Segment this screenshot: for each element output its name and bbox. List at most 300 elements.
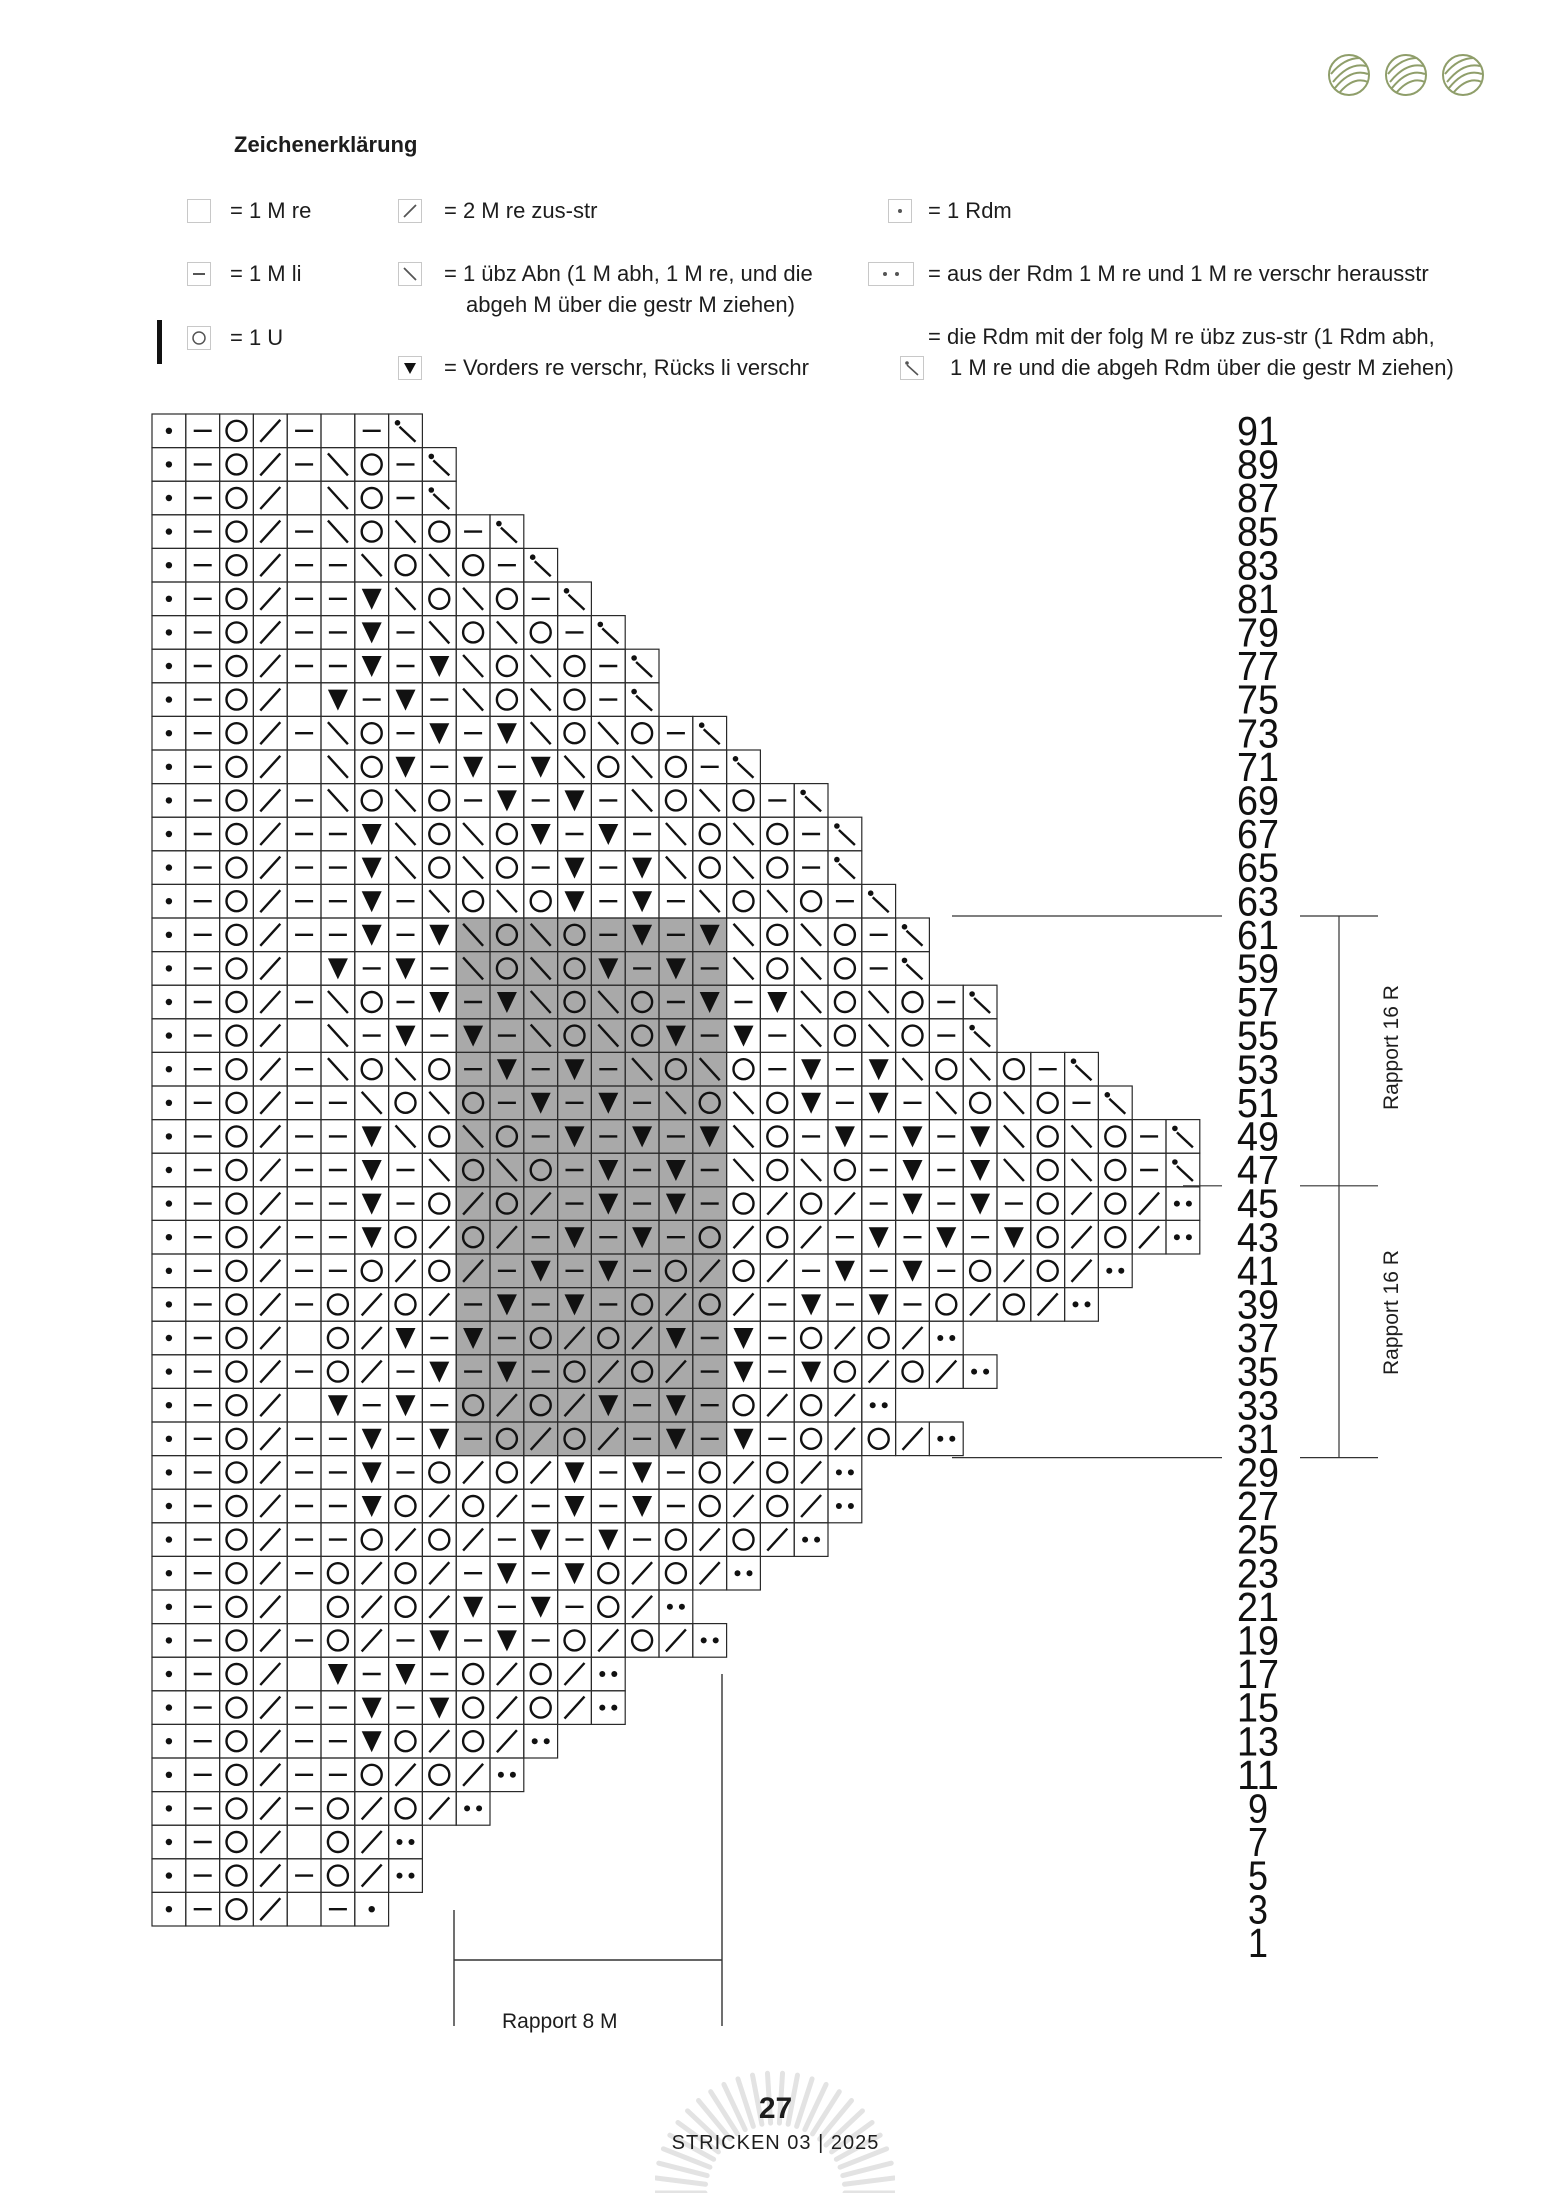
k2tog-stitch [1072,1260,1092,1282]
yarn-over-stitch [734,1395,754,1415]
selvage-increase [397,1839,403,1845]
chart-cell [355,985,389,1019]
yarn-over-stitch [801,1194,821,1214]
selvage-stitch [166,1167,172,1173]
selvage-decrease [839,864,855,879]
k2tog-stitch [260,1327,280,1349]
row-number: 51 [1237,1079,1279,1126]
twisted-stitch [429,656,449,677]
yarn-over-stitch [903,1026,923,1046]
k2tog-stitch [396,1529,416,1551]
twisted-stitch [328,1664,348,1685]
yarn-over-stitch [565,656,585,676]
ssk-stitch [666,823,686,845]
row-number: 37 [1237,1315,1279,1362]
twisted-stitch [362,1126,382,1147]
chart-cell [456,1657,490,1691]
chart-cell [490,851,524,885]
k2tog-stitch [362,1361,382,1383]
ssk-stitch [936,1092,956,1114]
legend-selvage: = 1 Rdm [928,198,1012,223]
chart-cell [220,1657,254,1691]
selvage-stitch [166,1671,172,1677]
row-number: 21 [1237,1583,1279,1630]
ssk-stitch [429,554,449,576]
k2tog-stitch [396,1764,416,1786]
chart-cell [220,1422,254,1456]
selvage-increase [937,1335,943,1341]
ssk-stitch [734,857,754,879]
chart-cell [659,750,693,784]
yarn-over-stitch [362,454,382,474]
k2tog-stitch [260,991,280,1013]
yarn-over-stitch [328,1294,348,1314]
chart-cell [794,1422,828,1456]
ssk-stitch [328,521,348,543]
chart-cell [220,1388,254,1422]
yarn-over-stitch [700,1496,720,1516]
yarn-over-stitch [598,1563,618,1583]
k2tog-stitch [463,1764,483,1786]
selvage-decrease [636,696,652,711]
chart-cell [490,683,524,717]
chart-cell [422,851,456,885]
twisted-stitch [396,1026,416,1047]
yarn-over-stitch [801,1395,821,1415]
chart-cell [422,1523,456,1557]
yarn-over-stitch [531,1698,551,1718]
twisted-stitch [362,1496,382,1517]
chart-cell [287,1892,321,1926]
selvage-stitch [166,864,172,870]
row-number: 83 [1237,542,1279,589]
chart-cell [422,1456,456,1490]
ssk-stitch [429,890,449,912]
k2tog-stitch [260,823,280,845]
yarn-over-stitch [1038,1194,1058,1214]
k2tog-stitch [362,1327,382,1349]
chart-cell [220,884,254,918]
yarn-over-stitch [227,656,247,676]
yarn-over-stitch [227,1496,247,1516]
twisted-stitch [362,622,382,643]
chart-cell [625,716,659,750]
selvage-increase [1186,1201,1192,1207]
yarn-over-stitch [429,824,449,844]
chart-cell [389,1220,423,1254]
selvage-stitch [166,696,172,702]
yarn-over-stitch [429,1194,449,1214]
ssk-stitch [328,756,348,778]
yarn-over-stitch [1004,1059,1024,1079]
chart-cell [422,1052,456,1086]
selvage-stitch [166,1469,172,1475]
yarn-over-stitch [734,891,754,911]
ssk-stitch [429,1159,449,1181]
selvage-stitch [166,1637,172,1643]
twisted-stitch [497,723,517,744]
twisted-stitch [565,891,585,912]
chart-cell [220,1724,254,1758]
yarn-over-stitch [227,925,247,945]
yarn-over-stitch [463,1698,483,1718]
yarn-over-stitch [801,891,821,911]
selvage-stitch [166,1100,172,1106]
row-number: 63 [1237,878,1279,925]
chart-cell [287,1657,321,1691]
k2tog-stitch [260,521,280,543]
yarn-over-stitch [227,1026,247,1046]
yarn-over-stitch [531,622,551,642]
chart-cell [220,414,254,448]
row-number: 65 [1237,844,1279,891]
yarn-over-stitch [497,589,517,609]
selvage-decrease [907,964,923,979]
k2tog-stitch [260,1596,280,1618]
twisted-stitch [632,858,652,879]
selvage-increase [409,1873,415,1879]
chart-cell [456,1691,490,1725]
twisted-stitch [869,1294,889,1315]
twisted-stitch [396,1664,416,1685]
yarn-over-stitch [598,757,618,777]
selvage-increase [1174,1201,1180,1207]
chart-cell [220,1456,254,1490]
chart-cell [1031,1153,1065,1187]
twisted-stitch [734,1026,754,1047]
yarn-over-stitch [227,1328,247,1348]
selvage-increase [667,1604,673,1610]
k2tog-stitch [801,1495,821,1517]
twisted-stitch [903,1160,923,1181]
k2tog-stitch [260,1461,280,1483]
yarn-over-stitch [362,757,382,777]
yarn-over-stitch [835,992,855,1012]
selvage-stitch [166,932,172,938]
yarn-over-stitch [1038,1093,1058,1113]
chart-cell [997,1288,1031,1322]
chart-cell [490,1456,524,1490]
yarn-over-stitch [227,1765,247,1785]
ssk-stitch [598,722,618,744]
selvage-decrease [1109,1099,1125,1114]
yarn-over-stitch [1004,1294,1024,1314]
chart-cell [760,1120,794,1154]
chart-cell [321,1825,355,1859]
chart-cell [220,1489,254,1523]
yarn-over-stitch [632,723,652,743]
chart-cell [321,1355,355,1389]
selvage-decrease [400,427,416,442]
yarn-over-stitch [362,522,382,542]
yarn-over-stitch [700,1462,720,1482]
twisted-stitch [835,1126,855,1147]
selvage-decrease [839,830,855,845]
chart-cell [693,817,727,851]
k2tog-stitch [362,1293,382,1315]
twisted-stitch [598,824,618,845]
chart-cell [287,1590,321,1624]
selvage-decrease [636,662,652,677]
yarn-over-stitch [463,622,483,642]
yarn-over-stitch [970,1093,990,1113]
chart-cell [929,1321,963,1355]
yarn-over-stitch [1105,1227,1125,1247]
k2tog-stitch [936,1361,956,1383]
yarn-over-stitch [767,1160,787,1180]
selvage-increase [949,1335,955,1341]
ssk-stitch [734,1092,754,1114]
legend-selvage-decrease-line2: 1 M re und die abgeh Rdm über die gestr M ziehen) [950,355,1454,380]
twisted-stitch [970,1160,990,1181]
yarn-over-stitch [734,1059,754,1079]
k2tog-stitch [734,1293,754,1315]
chart-cell [794,1523,828,1557]
k2tog-stitch [260,1697,280,1719]
selvage-increase [1174,1234,1180,1240]
twisted-stitch [869,1093,889,1114]
chart-cell [422,817,456,851]
yarn-over-stitch [700,824,720,844]
k2tog-stitch [260,1831,280,1853]
k2tog-stitch [632,1596,652,1618]
twisted-stitch [565,1462,585,1483]
twisted-stitch [970,1126,990,1147]
twisted-stitch [362,824,382,845]
ssk-stitch [1004,1159,1024,1181]
chart-cell [591,750,625,784]
ssk-stitch [869,1025,889,1047]
selvage-stitch [369,1906,375,1912]
twisted-stitch [632,891,652,912]
ssk-stitch [429,1092,449,1114]
k2tog-stitch [1072,1193,1092,1215]
selvage-stitch [166,596,172,602]
chart-cell [997,1052,1031,1086]
yarn-over-stitch [396,1227,416,1247]
selvage-stitch [166,562,172,568]
k2tog-stitch [260,1025,280,1047]
chart-cell [1166,1220,1200,1254]
yarn-over-stitch [565,723,585,743]
yarn-over-stitch [429,1059,449,1079]
twisted-stitch [396,1395,416,1416]
chart-cell [828,918,862,952]
ssk-stitch [429,621,449,643]
ssk-stitch [463,588,483,610]
chart-cell [929,1422,963,1456]
chart-cell [321,1556,355,1590]
chart-cell [490,1758,524,1792]
ssk-stitch [632,756,652,778]
yarn-over-stitch [396,1093,416,1113]
yarn-over-stitch [565,1630,585,1650]
k2tog-stitch [463,1461,483,1483]
k2tog-stitch [497,1697,517,1719]
twisted-stitch [362,1194,382,1215]
yarn-over-stitch [429,1765,449,1785]
yarn-over-stitch [227,1294,247,1314]
twisted-stitch [531,824,551,845]
chart-cell [422,1120,456,1154]
yarn-over-stitch [227,992,247,1012]
twisted-stitch [903,1126,923,1147]
chart-cell [287,1019,321,1053]
ssk-stitch [463,823,483,845]
twisted-stitch [903,1194,923,1215]
row-number: 81 [1237,575,1279,622]
chart-cell [896,985,930,1019]
stitch-repeat-label: Rapport 8 M [502,2010,618,2033]
yarn-over-stitch [429,1126,449,1146]
selvage-stitch [166,1503,172,1509]
chart-cell [220,1523,254,1557]
twisted-stitch [531,757,551,778]
chart-cell [321,1590,355,1624]
selvage-stitch [166,1032,172,1038]
yarn-over-stitch [227,1530,247,1550]
yarn-over-stitch [936,1059,956,1079]
ssk-stitch [396,588,416,610]
twisted-stitch [801,1093,821,1114]
yarn-over-stitch [835,1362,855,1382]
chart-cell [456,1792,490,1826]
k2tog-stitch [429,1226,449,1248]
selvage-increase [1186,1234,1192,1240]
chart-cell [558,649,592,683]
selvage-stitch [166,1805,172,1811]
twisted-stitch [362,1731,382,1752]
selvage-decrease [805,796,821,811]
chart-cell [828,985,862,1019]
chart-cell [693,1456,727,1490]
chart-cell [591,1691,625,1725]
sunburst-ray [656,2178,706,2184]
yarn-over-stitch [767,958,787,978]
chart-cell [794,1187,828,1221]
k2tog-stitch [260,1730,280,1752]
k2tog-stitch [260,1125,280,1147]
chart-cell [389,1724,423,1758]
chart-cell [220,1624,254,1658]
chart-cell [220,1019,254,1053]
ssk-stitch [328,789,348,811]
chart-cell [220,548,254,582]
ssk-stitch [328,1025,348,1047]
ssk-stitch [531,689,551,711]
yarn-over-stitch [666,1530,686,1550]
yarn-over-stitch [598,1597,618,1617]
chart-cell [220,1758,254,1792]
chart-cell [1031,1187,1065,1221]
chart-cell [490,582,524,616]
yarn-over-stitch [227,1597,247,1617]
k2tog-stitch [903,1428,923,1450]
twisted-stitch [869,1059,889,1080]
chart-cell [524,1724,558,1758]
chart-cell [355,448,389,482]
chart-cell [760,1220,794,1254]
chart-cell [389,1792,423,1826]
chart-cell [524,884,558,918]
legend-knit: = 1 M re [230,198,312,223]
ssk-stitch [565,756,585,778]
k2tog-stitch [260,1495,280,1517]
selvage-decrease [1172,1126,1178,1132]
row-number: 85 [1237,508,1279,555]
chart-cell [220,481,254,515]
k2tog-stitch [463,1529,483,1551]
twisted-stitch [429,1630,449,1651]
chart-cell [220,1052,254,1086]
yarn-over-stitch [835,1026,855,1046]
yarn-over-stitch [835,1160,855,1180]
k2tog-stitch [260,1159,280,1181]
k2tog-stitch [734,1461,754,1483]
selvage-decrease [631,655,637,661]
twisted-stitch [463,757,483,778]
twisted-stitch [598,1530,618,1551]
selvage-increase [836,1503,842,1509]
row-number: 67 [1237,811,1279,858]
sunburst-ray [844,2178,894,2184]
chart-cell [659,784,693,818]
selvage-decrease [873,897,889,912]
yarn-over-stitch [396,1597,416,1617]
selvage-stitch [166,1436,172,1442]
row-number: 3 [1248,1886,1268,1933]
k2tog-stitch [260,890,280,912]
chart-cell [355,515,389,549]
k2tog-stitch [260,1865,280,1887]
selvage-increase [713,1637,719,1643]
k2tog-stitch [260,655,280,677]
row-number: 73 [1237,710,1279,757]
chart-cell [1065,1288,1099,1322]
yarn-over-stitch [1038,1227,1058,1247]
yarn-over-stitch [227,958,247,978]
chart-cell [524,1691,558,1725]
row-number: 53 [1237,1046,1279,1093]
selvage-stitch [166,764,172,770]
yarn-over-stitch [227,1227,247,1247]
ssk-stitch [362,554,382,576]
chart-cell [355,1254,389,1288]
twisted-stitch [362,1429,382,1450]
yarn-over-stitch [734,790,754,810]
k2tog-stitch [260,487,280,509]
ssk-stitch [328,487,348,509]
selvage-stitch [166,1604,172,1610]
selvage-stitch [166,1872,172,1878]
k2tog-stitch [260,1361,280,1383]
selvage-decrease [564,588,570,594]
k2tog-stitch [362,1865,382,1887]
yarn-over-stitch [531,891,551,911]
chart-cell [456,616,490,650]
yarn-over-stitch [463,1731,483,1751]
row-number: 57 [1237,979,1279,1026]
magazine-issue: STRICKEN 03 | 2025 [671,2132,880,2154]
ssk-stitch [1004,1092,1024,1114]
k2tog-stitch [734,1495,754,1517]
twisted-stitch [970,1194,990,1215]
selvage-decrease [1172,1159,1178,1165]
twisted-stitch [396,1328,416,1349]
chart-cell [727,1187,761,1221]
yarn-over-stitch [396,555,416,575]
chart-cell [321,414,355,448]
